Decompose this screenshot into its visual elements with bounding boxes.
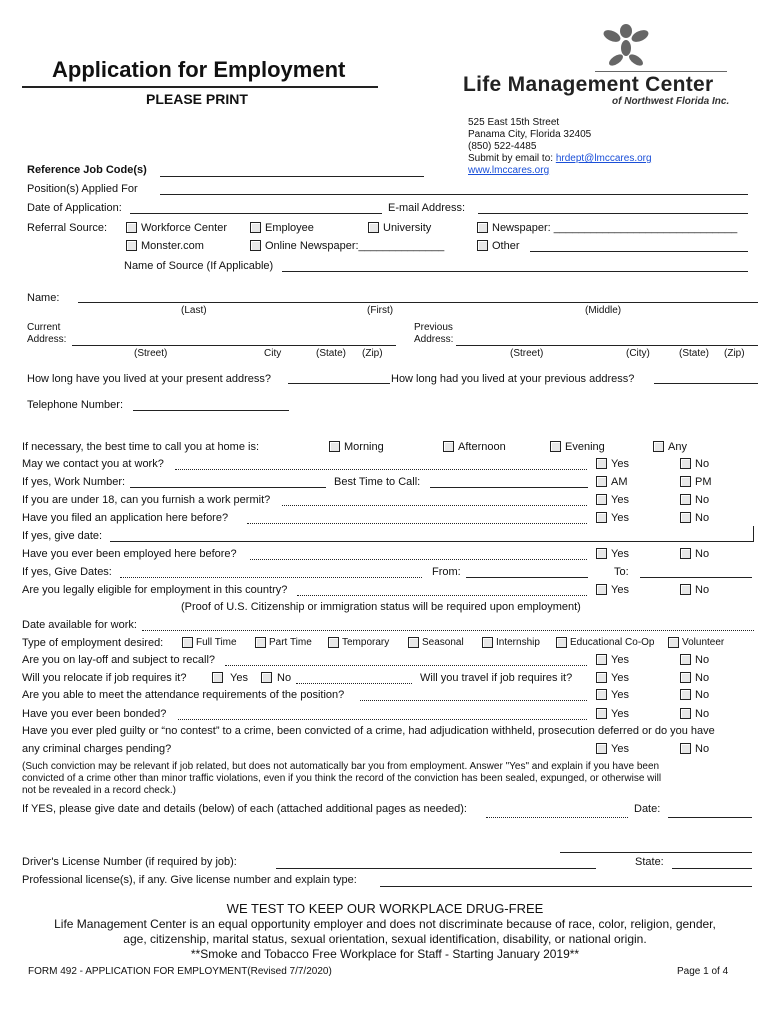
evening-checkbox[interactable]: [550, 441, 561, 452]
license-state-label: State:: [635, 856, 664, 868]
give-dates-field[interactable]: [120, 577, 422, 578]
org-email-line: [468, 153, 652, 164]
license-state-field[interactable]: [672, 868, 752, 869]
newspaper-label: Newspaper: ______________________________: [492, 222, 738, 234]
page-number: Page 1 of 4: [677, 966, 729, 977]
afternoon-checkbox[interactable]: [443, 441, 454, 452]
employed-before-no-checkbox[interactable]: [680, 548, 691, 559]
title-underline: [22, 86, 378, 88]
how-long-present-label: How long have you lived at your present address?: [27, 373, 271, 385]
under18-no-checkbox[interactable]: [680, 494, 691, 505]
if-yes-details-label: If YES, please give date and details (below) of each (attached additional pages as needed):: [22, 803, 467, 815]
layoff-no-checkbox[interactable]: [680, 654, 691, 665]
email-field[interactable]: [478, 213, 748, 214]
zip-caption: (Zip): [362, 348, 383, 359]
previous-label-a: Previous: [414, 322, 453, 333]
relocate-no-label: No: [277, 672, 292, 684]
name-label: Name:: [27, 292, 60, 304]
filed-before-no-label: No: [695, 512, 710, 524]
flower-figure-logo-icon: [596, 22, 656, 74]
work-number-label: If yes, Work Number:: [22, 476, 126, 488]
eeo-line-b: age, citizenship, marital status, sexual orientation, sexual identification, disability, or national origin.: [123, 932, 647, 946]
bonded-yes-label: Yes: [611, 708, 629, 720]
contact-work-yes-label: Yes: [611, 458, 629, 470]
seasonal-label: Seasonal: [422, 637, 464, 648]
contact-work-no-checkbox[interactable]: [680, 458, 691, 469]
org-subtitle: of Northwest Florida Inc.: [612, 96, 730, 107]
best-time-label: If necessary, the best time to call you at home is:: [22, 441, 260, 453]
travel-label: Will you travel if job requires it?: [420, 672, 573, 684]
street-caption: (Street): [134, 348, 168, 359]
current-label-a: Current: [27, 322, 61, 333]
crime-yes-label: Yes: [611, 743, 629, 755]
to-field[interactable]: [640, 577, 752, 578]
crime-question-a: Have you ever pled guilty or “no contest” to a crime, been convicted of a crime, had adjudication withheld, prosecution deferred or do you have: [22, 725, 715, 737]
volunteer-label: Volunteer: [682, 637, 725, 648]
eligible-no-label: No: [695, 584, 710, 596]
crime-question-b: any criminal charges pending?: [22, 743, 172, 755]
eligible-no-checkbox[interactable]: [680, 584, 691, 595]
internship-label: Internship: [496, 637, 540, 648]
under18-yes-checkbox[interactable]: [596, 494, 607, 505]
professional-license-field[interactable]: [380, 886, 752, 887]
license-top-rule: [560, 852, 752, 853]
give-date-label: If yes, give date:: [22, 530, 103, 542]
telephone-label: Telephone Number:: [27, 399, 124, 411]
prev-zip-caption: (Zip): [724, 348, 745, 359]
travel-yes-checkbox[interactable]: [596, 672, 607, 683]
employed-before-yes-checkbox[interactable]: [596, 548, 607, 559]
org-name: Life Management Center: [463, 73, 714, 96]
contact-work-yes-checkbox[interactable]: [596, 458, 607, 469]
under18-no-label: No: [695, 494, 710, 506]
newspaper-checkbox[interactable]: [477, 222, 488, 233]
eligible-yes-label: Yes: [611, 584, 629, 596]
best-time-call-label: Best Time to Call:: [334, 476, 421, 488]
type-employment-label: Type of employment desired:: [22, 637, 164, 649]
relocate-yes-checkbox[interactable]: [212, 672, 223, 683]
relocate-leader: [296, 683, 412, 684]
attendance-leader: [360, 700, 587, 701]
internship-checkbox[interactable]: [482, 637, 493, 648]
attendance-yes-checkbox[interactable]: [596, 689, 607, 700]
morning-checkbox[interactable]: [329, 441, 340, 452]
evening-label: Evening: [565, 441, 605, 453]
current-address-field[interactable]: [72, 345, 396, 346]
give-dates-label: If yes, Give Dates:: [22, 566, 112, 578]
ref-code-label: Reference Job Code(s): [27, 164, 147, 176]
full-time-label: Full Time: [196, 637, 237, 648]
current-label-b: Address:: [27, 334, 67, 345]
details-field[interactable]: [486, 817, 628, 818]
date-application-field[interactable]: [130, 213, 382, 214]
bonded-yes-checkbox[interactable]: [596, 708, 607, 719]
org-email-link[interactable]: hrdept@lmccares.org: [555, 153, 652, 164]
bonded-label: Have you ever been bonded?: [22, 708, 167, 720]
from-field[interactable]: [466, 577, 588, 578]
under18-leader: [282, 505, 587, 506]
to-label: To:: [614, 566, 629, 578]
part-time-label: Part Time: [269, 637, 312, 648]
org-phone: (850) 522-4485: [468, 141, 537, 152]
prev-city-caption: (City): [626, 348, 650, 359]
morning-label: Morning: [344, 441, 384, 453]
any-label: Any: [668, 441, 687, 453]
volunteer-checkbox[interactable]: [668, 637, 679, 648]
logo-rule: [595, 71, 727, 72]
attendance-no-checkbox[interactable]: [680, 689, 691, 700]
org-address-2: Panama City, Florida 32405: [468, 129, 592, 140]
travel-no-label: No: [695, 672, 710, 684]
relocate-no-checkbox[interactable]: [261, 672, 272, 683]
previous-address-field[interactable]: [456, 345, 758, 346]
other-field[interactable]: [530, 251, 748, 252]
eligible-yes-checkbox[interactable]: [596, 584, 607, 595]
drivers-license-label: Driver's License Number (if required by job):: [22, 856, 237, 868]
positions-field[interactable]: [160, 194, 748, 195]
employed-before-no-label: No: [695, 548, 710, 560]
employee-checkbox[interactable]: [250, 222, 261, 233]
online-newspaper-checkbox[interactable]: [250, 240, 261, 251]
online-newspaper-label: Online Newspaper:______________: [265, 240, 445, 252]
drivers-license-field[interactable]: [276, 868, 596, 869]
source-name-label: Name of Source (If Applicable): [124, 260, 274, 272]
any-checkbox[interactable]: [653, 441, 664, 452]
work-number-field[interactable]: [130, 487, 326, 488]
date-available-label: Date available for work:: [22, 619, 137, 631]
coop-label: Educational Co-Op: [570, 637, 655, 648]
bonded-no-label: No: [695, 708, 710, 720]
conviction-note-c: not be revealed in a record check.): [22, 785, 176, 796]
ref-code-field[interactable]: [160, 176, 424, 177]
conviction-note-a: (Such conviction may be relevant if job related, but does not automatically bar you from employment. Answer "Yes" and explain if you have been: [22, 761, 660, 772]
part-time-checkbox[interactable]: [255, 637, 266, 648]
how-long-previous-label: How long had you lived at your previous address?: [391, 373, 635, 385]
employed-before-leader: [250, 559, 587, 560]
contact-work-no-label: No: [695, 458, 710, 470]
prev-street-caption: (Street): [510, 348, 544, 359]
source-name-field[interactable]: [282, 271, 748, 272]
pm-label: PM: [695, 476, 712, 488]
layoff-label: Are you on lay-off and subject to recall?: [22, 654, 216, 666]
bonded-leader: [178, 719, 587, 720]
employed-before-label: Have you ever been employed here before?: [22, 548, 237, 560]
attendance-label: Are you able to meet the attendance requirements of the position?: [22, 689, 345, 701]
university-label: University: [383, 222, 432, 234]
crime-no-label: No: [695, 743, 710, 755]
eligible-label: Are you legally eligible for employment in this country?: [22, 584, 288, 596]
layoff-yes-checkbox[interactable]: [596, 654, 607, 665]
details-date-label: Date:: [634, 803, 661, 815]
name-field[interactable]: [78, 302, 758, 303]
crime-yes-checkbox[interactable]: [596, 743, 607, 754]
temporary-label: Temporary: [342, 637, 390, 648]
afternoon-label: Afternoon: [458, 441, 506, 453]
employed-before-yes-label: Yes: [611, 548, 629, 560]
professional-license-label: Professional license(s), if any. Give license number and explain type:: [22, 874, 357, 886]
travel-no-checkbox[interactable]: [680, 672, 691, 683]
bonded-no-checkbox[interactable]: [680, 708, 691, 719]
employee-label: Employee: [265, 222, 314, 234]
how-long-present-field[interactable]: [288, 383, 390, 384]
workforce-label: Workforce Center: [141, 222, 227, 234]
please-print: PLEASE PRINT: [146, 91, 248, 107]
relocate-label: Will you relocate if job requires it?: [22, 672, 187, 684]
am-checkbox[interactable]: [596, 476, 607, 487]
telephone-field[interactable]: [133, 410, 289, 411]
prev-state-caption: (State): [679, 348, 710, 359]
last-caption: (Last): [181, 305, 207, 316]
am-label: AM: [611, 476, 628, 488]
form-number: FORM 492 - APPLICATION FOR EMPLOYMENT(Revised 7/7/2020): [28, 966, 332, 977]
page-title: Application for Employment: [52, 57, 346, 82]
drug-free-heading: WE TEST TO KEEP OUR WORKPLACE DRUG-FREE: [226, 901, 544, 916]
middle-caption: (Middle): [585, 305, 622, 316]
state-caption: (State): [316, 348, 347, 359]
filed-before-no-checkbox[interactable]: [680, 512, 691, 523]
give-date-field-end: [753, 526, 754, 542]
monster-label: Monster.com: [141, 240, 204, 252]
layoff-leader: [225, 665, 587, 666]
other-checkbox[interactable]: [477, 240, 488, 251]
attendance-yes-label: Yes: [611, 689, 629, 701]
coop-checkbox[interactable]: [556, 637, 567, 648]
city-caption: City: [264, 348, 282, 359]
eligible-leader: [297, 595, 587, 596]
filed-before-label: Have you filed an application here before?: [22, 512, 229, 524]
date-available-field[interactable]: [142, 630, 754, 631]
email-prefix: Submit by email to:: [468, 153, 556, 164]
email-label: E-mail Address:: [388, 202, 466, 214]
temporary-checkbox[interactable]: [328, 637, 339, 648]
full-time-checkbox[interactable]: [182, 637, 193, 648]
org-address-1: 525 East 15th Street: [468, 117, 560, 128]
give-date-field[interactable]: [110, 541, 754, 542]
how-long-previous-field[interactable]: [654, 383, 758, 384]
details-date-field[interactable]: [668, 817, 752, 818]
other-label: Other: [492, 240, 520, 252]
filed-before-leader: [247, 523, 587, 524]
relocate-yes-label: Yes: [230, 672, 248, 684]
filed-before-yes-label: Yes: [611, 512, 629, 524]
layoff-yes-label: Yes: [611, 654, 629, 666]
proof-note: (Proof of U.S. Citizenship or immigration status will be required upon employment): [181, 601, 581, 613]
conviction-note-b: convicted of a crime other than minor traffic violations, even if you think the record of the conviction has been sealed, expunged, or otherwise will: [22, 773, 662, 784]
best-time-call-field[interactable]: [430, 487, 588, 488]
previous-label-b: Address:: [414, 334, 454, 345]
from-label: From:: [432, 566, 461, 578]
date-application-label: Date of Application:: [27, 202, 122, 214]
workforce-checkbox[interactable]: [126, 222, 137, 233]
layoff-no-label: No: [695, 654, 710, 666]
smoke-free-line: **Smoke and Tobacco Free Workplace for Staff - Starting January 2019**: [190, 947, 580, 961]
contact-work-label: May we contact you at work?: [22, 458, 164, 470]
filed-before-yes-checkbox[interactable]: [596, 512, 607, 523]
attendance-no-label: No: [695, 689, 710, 701]
contact-work-leader: [175, 469, 587, 470]
university-checkbox[interactable]: [368, 222, 379, 233]
under18-label: If you are under 18, can you furnish a work permit?: [22, 494, 271, 506]
eeo-line-a: Life Management Center is an equal opportunity employer and does not discriminate because of race, color, religion, gender,: [54, 917, 716, 931]
seasonal-checkbox[interactable]: [408, 637, 419, 648]
referral-label: Referral Source:: [27, 222, 108, 234]
crime-no-checkbox[interactable]: [680, 743, 691, 754]
org-website: [468, 165, 549, 176]
under18-yes-label: Yes: [611, 494, 629, 506]
pm-checkbox[interactable]: [680, 476, 691, 487]
org-website-link[interactable]: www.lmccares.org: [468, 165, 550, 176]
monster-checkbox[interactable]: [126, 240, 137, 251]
travel-yes-label: Yes: [611, 672, 629, 684]
first-caption: (First): [367, 305, 394, 316]
positions-label: Position(s) Applied For: [27, 183, 138, 195]
